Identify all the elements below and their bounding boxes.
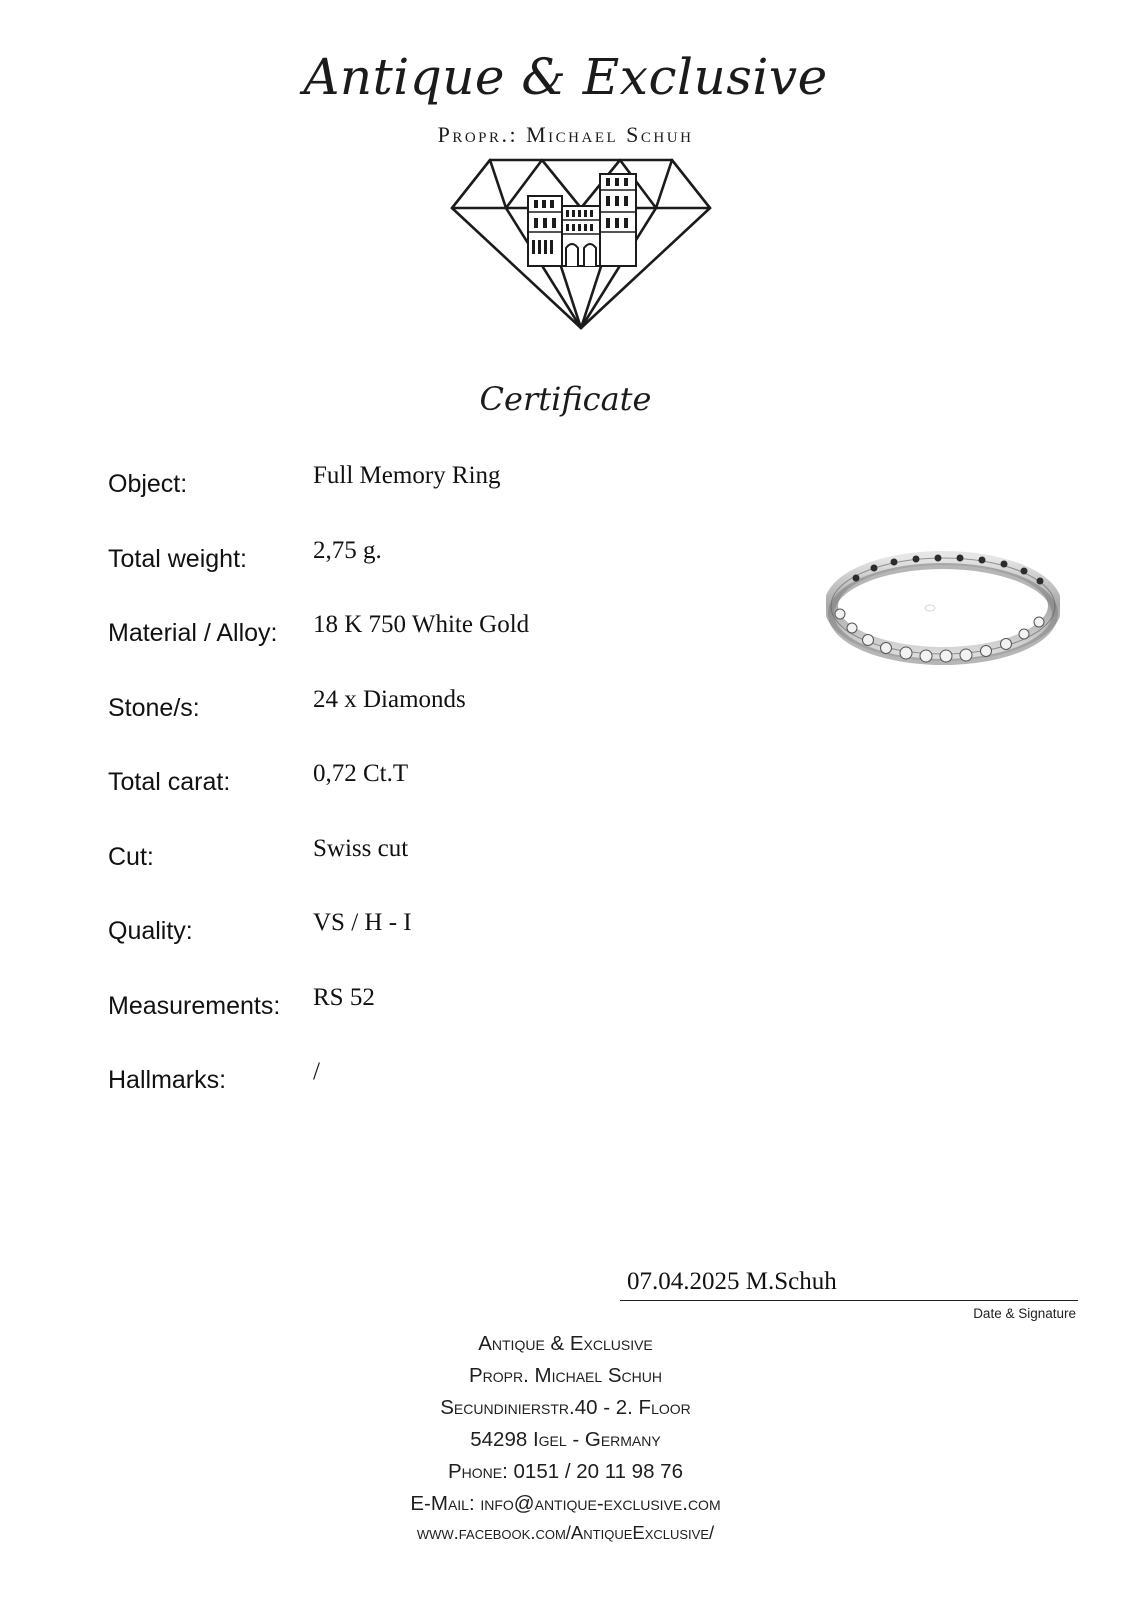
field-row-total-weight (108, 535, 808, 610)
field-row-measurements (108, 982, 808, 1057)
field-value: Swiss cut (313, 834, 409, 862)
field-value: RS 52 (313, 983, 375, 1011)
field-label: Cut: (108, 842, 154, 871)
footer-phone: Phone: 0151 / 20 11 98 76 (448, 1460, 683, 1483)
field-value: 24 x Diamonds (313, 685, 466, 713)
field-label: Material / Alloy: (108, 619, 278, 647)
footer-facebook: www.facebook.com/AntiqueExclusive/ (416, 1522, 715, 1543)
field-value: Full Memory Ring (313, 462, 501, 489)
brand-logo-text: Antique & Exclusive (303, 48, 828, 106)
signature-rule (620, 1300, 1078, 1301)
field-value: 0,72 Ct.T (313, 760, 409, 787)
field-row-cut (108, 833, 808, 908)
field-value: 18 K 750 White Gold (313, 611, 530, 638)
field-label: Total weight: (108, 544, 247, 573)
field-row-object (108, 460, 808, 535)
field-row-total-carat (108, 758, 808, 833)
footer-street: Secundinierstr.40 - 2. Floor (440, 1396, 691, 1419)
field-label: Total carat: (108, 768, 231, 796)
signature-date: 07.04.2025 M.Schuh (627, 1268, 837, 1295)
field-value: / (313, 1058, 320, 1085)
field-value: 2,75 g. (313, 536, 382, 564)
field-label: Quality: (108, 917, 193, 945)
ring-photo (826, 548, 1060, 676)
diamond-castle-logo (450, 156, 712, 330)
field-row-hallmarks (108, 1056, 808, 1131)
field-label: Object: (108, 470, 188, 498)
footer-city: 54298 Igel - Germany (470, 1428, 661, 1451)
field-row-quality (108, 907, 808, 982)
signature-caption: Date & Signature (973, 1306, 1076, 1321)
footer-proprietor: Propr. Michael Schuh (469, 1364, 662, 1387)
field-label: Measurements: (108, 991, 281, 1020)
field-row-stones (108, 684, 808, 759)
certificate-title: Certificate (479, 380, 652, 418)
footer-address (0, 1328, 1131, 1546)
certificate-fields (108, 460, 808, 1131)
footer-company: Antique & Exclusive (478, 1332, 653, 1355)
footer-email: E-Mail: info@antique-exclusive.com (410, 1492, 721, 1515)
proprietor-line: Propr.: Michael Schuh (437, 122, 694, 147)
field-label: Stone/s: (108, 693, 200, 722)
field-row-material (108, 609, 808, 684)
field-value: VS / H - I (313, 909, 412, 936)
field-label: Hallmarks: (108, 1066, 227, 1094)
